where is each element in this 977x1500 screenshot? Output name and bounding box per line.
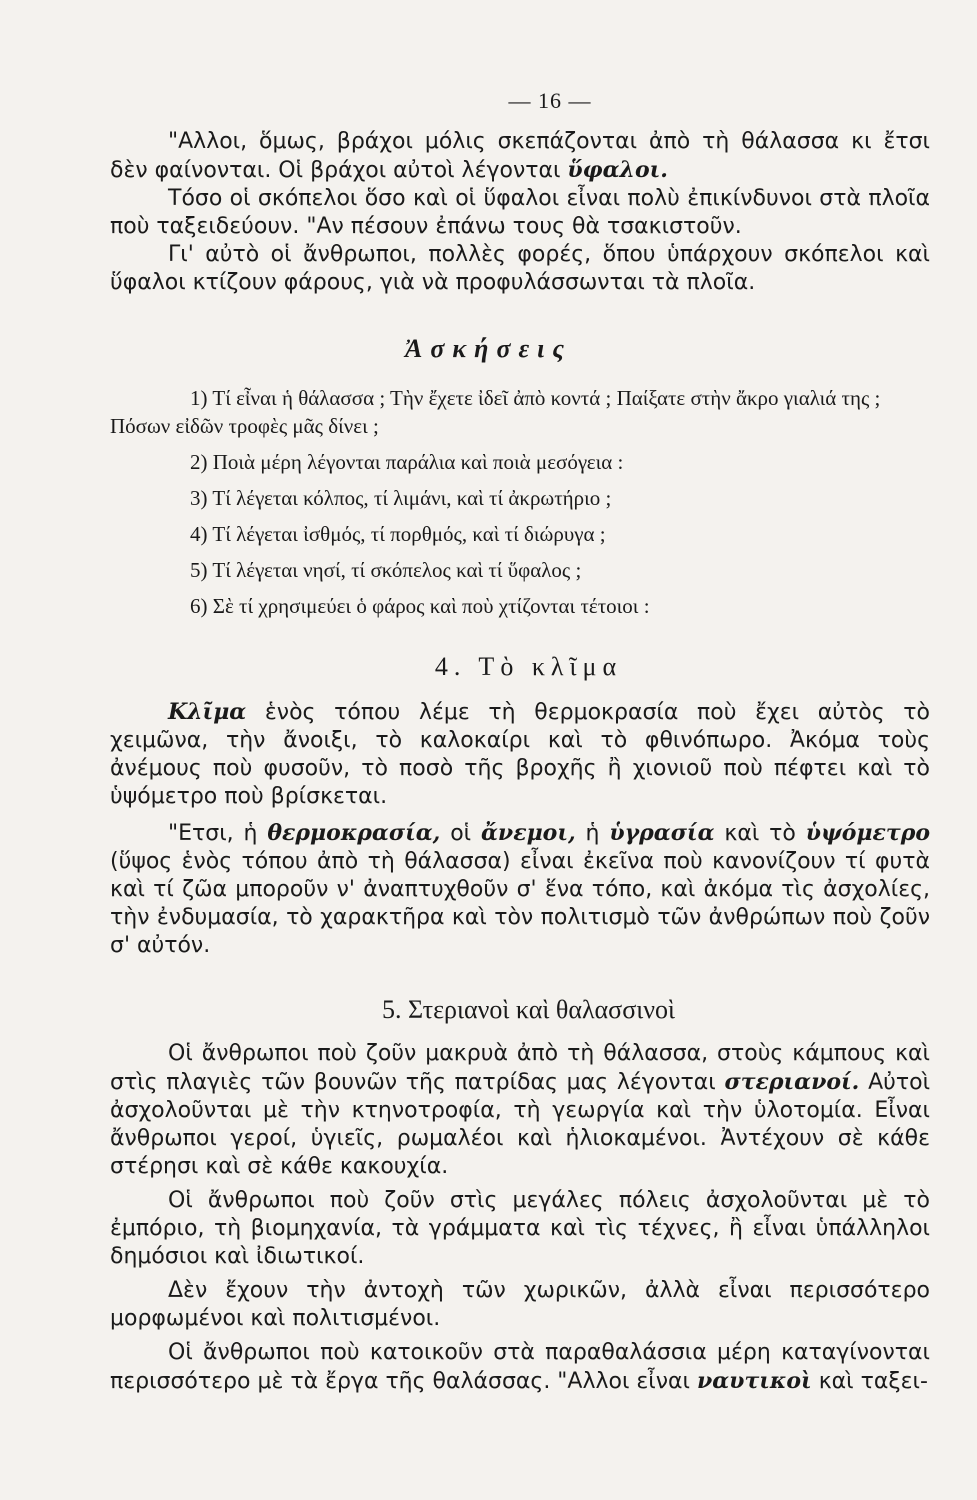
term-yfaloi: ὕφαλοι. bbox=[567, 157, 668, 183]
section5-paragraph-2: Οἱ ἄνθρωποι ποὺ ζοῦν στὶς μεγάλες πόλεις ἀσχολοῦνται μὲ τὸ ἐμπόριο, τὴ βιομηχανία, τὰ γράμματα καὶ τὶς τέχνες, ἢ εἶναι ὑπάλληλοι δημόσιοι καὶ ἰδιωτικοί. bbox=[110, 1188, 930, 1269]
exercise-item: 1) Τί εἶναι ἡ θάλασσα ; Τὴν ἔχετε ἰδεῖ ἀπὸ κοντά ; Παίξατε στὴν ἄκρο γιαλιά της ; Πόσων εἰδῶν τροφὲς μᾶς δίνει ; bbox=[110, 386, 881, 438]
exercises-list bbox=[110, 384, 930, 628]
intro-paragraph-3: Γι' αὐτὸ οἱ ἄνθρωποι, πολλὲς φορές, ὅπου ὑπάρχουν σκόπελοι καὶ ὕφαλοι κτίζουν φάρους, γιὰ νὰ προφυλάσσωνται τὰ πλοῖα. bbox=[110, 242, 930, 295]
intro-paragraph-1: "Αλλοι, ὅμως, βράχοι μόλις σκεπάζονται ἀπὸ τὴ θάλασσα κι ἔτσι δὲν φαίνονται. Οἱ βράχοι αὐτοὶ λέγονται ὕφαλοι. bbox=[110, 129, 930, 183]
term-klima: Κλῖμα bbox=[168, 699, 247, 725]
section-5-title: 5. Στεριανοὶ καὶ θαλασσινοὶ bbox=[382, 995, 675, 1024]
climate-paragraph-2: "Ετσι, ἡ θερμοκρασία, οἱ ἄνεμοι, ἡ ὑγρασία καὶ τὸ ὑψόμετρο (ὕψος ἑνὸς τόπου ἀπὸ τὴ θάλασσα) εἶναι ἐκεῖνα ποὺ κανονίζουν τί φυτὰ καὶ τί ζῶα μποροῦν ν' ἀναπτυχθοῦν σ' ἕνα τόπο, καὶ ἀκόμα τὶς ἀσχολίες, τὴν ἐνδυμασία, τὸ χαρακτῆρα καὶ τὸν πολιτισμὸ τῶν ἀνθρώπων ποὺ ζοῦν σ' αὐτόν. bbox=[110, 820, 931, 958]
section-4-title: 4. Τὸ κλῖμα bbox=[434, 652, 623, 681]
exercise-item: 6) Σὲ τί χρησιμεύει ὁ φάρος καὶ ποὺ χτίζονται τέτοιοι : bbox=[190, 594, 650, 618]
exercise-item: 5) Τί λέγεται νησί, τί σκόπελος καὶ τί ὕφαλος ; bbox=[190, 558, 582, 582]
intro-text bbox=[110, 128, 930, 297]
exercise-item: 3) Τί λέγεται κόλπος, τί λιμάνι, καὶ τί ἀκρωτήριο ; bbox=[190, 486, 612, 510]
section5-paragraph-3: Δὲν ἔχουν τὴν ἀντοχὴ τῶν χωρικῶν, ἀλλὰ εἶναι περισσότερο μορφωμένοι καὶ πολιτισμένοι. bbox=[110, 1278, 930, 1331]
exercise-item: 2) Ποιὰ μέρη λέγονται παράλια καὶ ποιὰ μεσόγεια : bbox=[190, 450, 624, 474]
page-number: — 16 — bbox=[508, 88, 592, 113]
section-4-body bbox=[110, 698, 930, 960]
intro-paragraph-2: Τόσο οἱ σκόπελοι ὅσο καὶ οἱ ὕφαλοι εἶναι πολὺ ἐπικίνδυνοι στὰ πλοῖα ποὺ ταξειδεύουν. "Αν πέσουν ἐπάνω τους θὰ τσακιστοῦν. bbox=[110, 186, 930, 239]
section5-paragraph-4: Οἱ ἄνθρωποι ποὺ κατοικοῦν στὰ παραθαλάσσια μέρη καταγίνονται περισσότερο μὲ τὰ ἔργα τῆς θαλάσσας. "Αλλοι εἶναι ναυτικοὶ καὶ ταξει- bbox=[110, 1340, 930, 1394]
section-5-body bbox=[110, 1040, 930, 1396]
section5-paragraph-1: Οἱ ἄνθρωποι ποὺ ζοῦν μακρυὰ ἀπὸ τὴ θάλασσα, στοὺς κάμπους καὶ στὶς πλαγιὲς τῶν βουνῶν τῆς πατρίδας μας λέγονται στεριανοί. Αὐτοὶ ἀσχολοῦνται μὲ τὴν κτηνοτροφία, τὴ γεωργία καὶ τὴν ὑλοτομία. Εἶναι ἄνθρωποι γεροί, ὑγιεῖς, ρωμαλέοι καὶ ἡλιοκαμένοι. Ἀντέχουν σὲ κάθε στέρησι καὶ σὲ κάθε κακουχία. bbox=[110, 1041, 931, 1179]
exercise-item: 4) Τί λέγεται ἰσθμός, τί πορθμός, καὶ τί διώρυγα ; bbox=[190, 522, 606, 546]
exercises-heading: Ἀσκήσεις bbox=[405, 334, 572, 363]
climate-paragraph-1: Κλῖμα ἑνὸς τόπου λέμε τὴ θερμοκρασία ποὺ ἔχει αὐτὸς τὸ χειμῶνα, τὴν ἄνοιξι, τὸ καλοκαίρι καὶ τὸ φθινόπωρο. Ἀκόμα τοὺς ἀνέμους ποὺ φυσοῦν, τὸ ποσὸ τῆς βροχῆς ἢ χιονιοῦ ποὺ πέφτει καὶ τὸ ὑψόμετρο ποὺ βρίσκεται. bbox=[110, 699, 930, 809]
